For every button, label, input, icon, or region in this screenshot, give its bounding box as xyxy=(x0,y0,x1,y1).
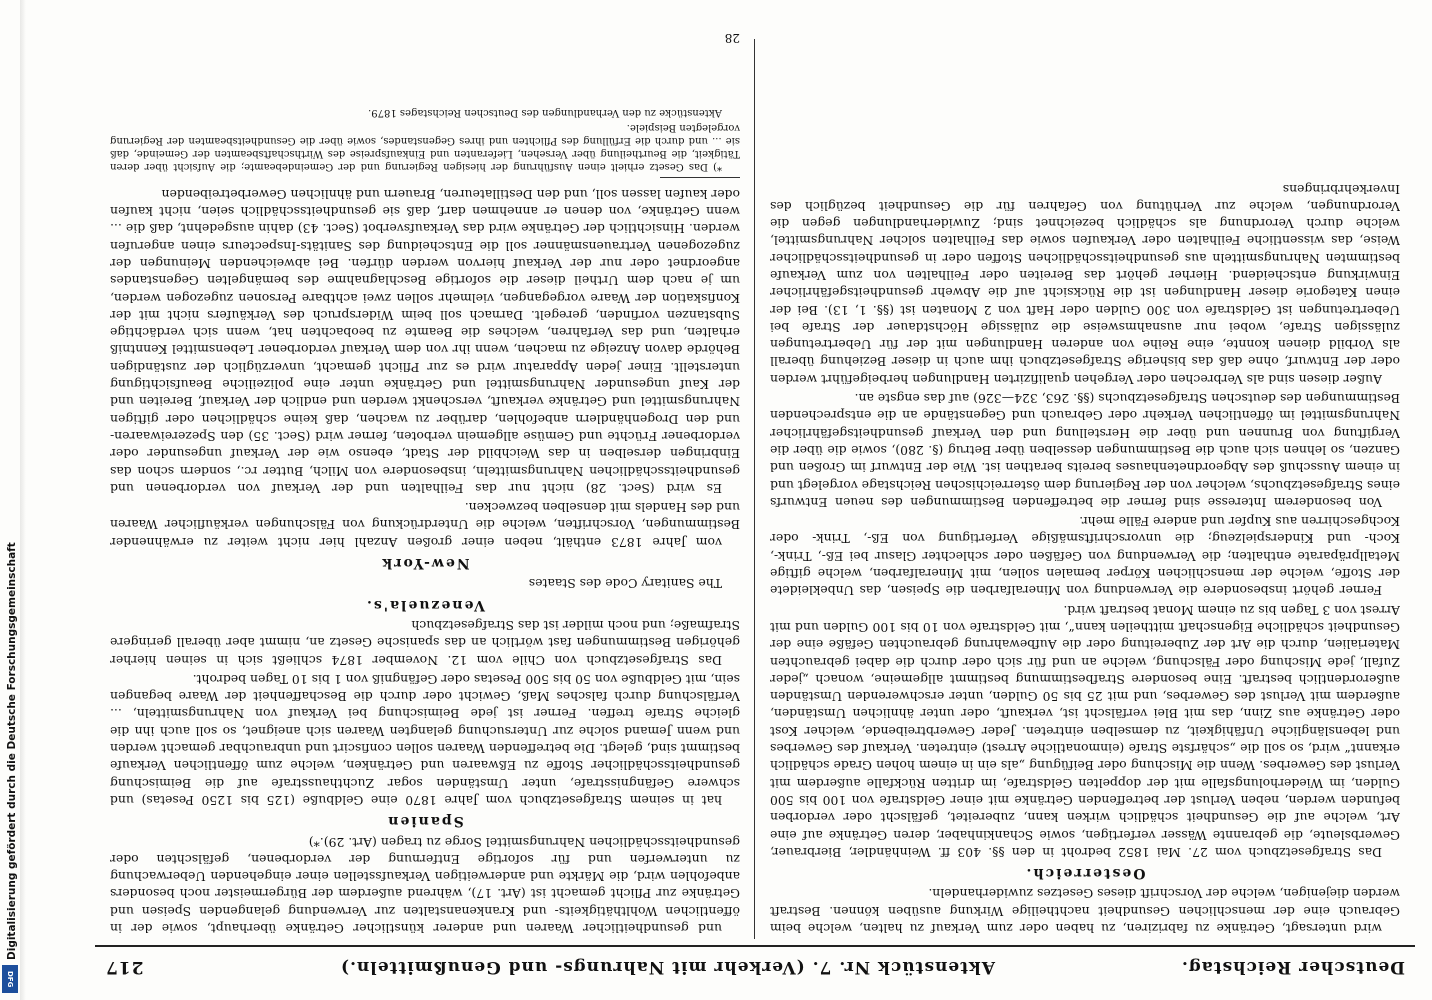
rotated-page-content xyxy=(95,20,1415,985)
paragraph: und gesundheitlicher Waaren und anderer künstlicher Getränke überhaupt, sowie der in öffentlichen Wohlthätigkeits- und Krankenanstalten zur Verwendung gelangenden Speisen und Getränke zur Pflicht gemacht ist (Art. 17), während außerdem der Bürgermeister noch besonders anbefohlen wird, die Märkte und anderweitigen Verkaufsstellen einer eingehenden Ueberwachung zu unterwerfen und für sofortige Entfernung der verdorbenen, gefälschten oder gesundheitsschädlichen Nahrungsmittel Sorge zu tragen (Art. 29).*) xyxy=(110,834,740,936)
paragraph: The Sanitary Code des Staates xyxy=(528,576,722,592)
running-header xyxy=(95,951,1415,981)
right-column xyxy=(110,37,740,937)
paragraph: hat in seinem Strafgesetzbuch vom Jahre 1870 eine Geldbuße (125 bis 1250 Pesetas) und schwere Gefängnisstrafe, unter Umständen sogar Zuchthausstrafe auf die Beimischung gesundheitsschädlicher Stoffe zu Eßwaaren und Getränken, welche zum öffentlichen Verkaufe bestimmt sind, gelegt. Die betreffenden Waaren sollen confiscirt und unbrauchbar gemacht werden und wenn Jemand solche zur Untersuchung gelangten Waaren sich aneignet, so soll auch ihn die gleiche Strafe treffen. Ferner ist jede Beimischung bei Verkauf von Nahrungsmitteln, ... Verfälschung durch falsches Maß, Gewicht oder durch die Beschaffenheit der Waare begangen sein, mit Geldbuße von 50 bis 500 Pesetas oder Gefängniß von 1 bis 10 Tagen bedroht. xyxy=(110,671,740,808)
dfg-logo: DFG xyxy=(2,965,18,993)
digitization-credit: Digitalisierung gefördert durch die Deutsche Forschungsgemeinschaft xyxy=(6,542,18,960)
section-heading: Venezuela's. xyxy=(364,596,486,613)
footnote-source: Aktenstücke zu den Verhandlungen des Deutschen Reichstages 1879. xyxy=(368,106,722,118)
footnote: *) Das Gesetz erhielt einen Ausführung der hiesigen Regierung und der Gemeindebeamte; die Aufsicht über deren Tätigkeit, die Beurtheilung über Versehen, Lieferanten und Einkaufspreise des Wirthschaftsbeamten der Gemeinde, daß sie ... und durch die Erfüllung des Pflichten und ihres Gegenstandes, sowie über die Gesundheitsbeamten der Regierung vorgelegten Beispiele. xyxy=(110,121,740,172)
header-section-title: Aktenstück Nr. 7. (Verkehr mit Nahrungs- und Genußmitteln.) xyxy=(339,957,995,977)
section-heading: Oesterreich. xyxy=(1024,865,1146,882)
paragraph: Ferner gehört insbesondere die Verwendung von Mineralfarben die Speisen, das Unbekleidete der Stoffe, welche der menschlichen Körper bemalen sollen, mit Mineralfarben, welche giftige Metallpräparate enthalten; die Verwendung von Gefäßen oder schlechter Glasur bei Eß-, Trink-, Koch- und Kinderspielzeug; die unvorschriftsmäßige Verfertigung von Eß-, Trink- oder Kochgeschirren aus Kupfer und andere Fälle mehr. xyxy=(770,514,1400,599)
footnote-rule xyxy=(660,177,740,178)
paragraph: vom Jahre 1873 enthält, neben einer großen Anzahl hier nicht weiter zu erwähnender Bestimmungen, Vorschriften, welche die Unterdrückung von Fälschungen verkäuflicher Waaren und des Handels mit denselben bezwecken. xyxy=(110,500,740,550)
header-publication: Deutscher Reichstag. xyxy=(1180,957,1405,977)
paragraph: Außer diesen sind als Verbrechen oder Vergehen qualifizirten Handlungen herbeigeführt werden oder der Entwurf, ohne daß das bisherige Strafgesetzbuch ihm auch in dieser Beziehung überall als Vorbild dienen konnte, eine Reihe von anderen Handlungen mit der für Uebertretungen zulässigen Strafe, wobei nur ausnahmsweise die zulässige Höchstdauer der Strafe bei Uebertretungen ist Geldstrafe von 300 Gulden oder Haft von 2 Monaten ist (§§. 1, 13). Bei der einen Kategorie dieser Handlungen ist die Rücksicht auf die Abwehr gesundheitsgefährlicher Einwirkung entscheidend. Hierher gehört das Bereiten oder Feilhalten von zum Verkaufe bestimmten Nahrungsmitteln aus gesundheitsschädlichen Stoffen oder in gesundheitsschädlicher Weise, das wissentliche Feilhalten oder Verkaufen sowie das Feilhalten solcher Nahrungsmittel, welche durch Verordnung als schädlich bezeichnet sind; Zuwiderhandlungen gegen die Verordnungen, welche zur Verhütung von Gefahren für die Gesundheit bezüglich des Inverkehrbringens xyxy=(770,181,1400,387)
section-heading: New-York xyxy=(380,555,470,572)
paragraph: Es wird (Sect. 28) nicht nur das Feilhalten und der Verkauf von verdorbenen und gesundheitsschädlichen Nahrungsmitteln, insbesondere von Milch, Butter rc., sondern schon das Einbringen derselben in das Weichbild der Stadt, ebenso wie der Verkauf ungesunder oder verdorbener Früchte und Gemüse allgemein verboten, ferner wird (Sect. 35) den Spezereiwaaren- und den Drogenhändlern anbefohlen, darüber zu wachen, daß keine schädlichen oder giftigen Nahrungsmittel und Getränke verkauft, verschenkt werden und endlich der Verkauf, Bereiten und der Kauf ungesunder Nahrungsmittel und Getränke unter eine polizeiliche Beaufsichtigung unterstellt. Einer jeden Apparatur wird es zur Pflicht gemacht, unverzüglich der zuständigen Behörde davon Anzeige zu machen, wenn ihr von dem Verkauf verdorbener Lebensmittel Kenntniß erhalten, und das Verfahren, welches die Beamte zu beobachten hat, wenn sich verdächtige Substanzen vorfinden, geregelt. Darnach soll beim Widerspruch des Verkäufers nicht mit der Konfiskation der Waare vorgegangen, vielmehr sollen zwei achtbare Personen zugezogen werden, um je nach dem Urtheil dieser die sofortige Beschlagnahme des bemängelten Gegenstandes angeordnet oder nur der Verkauf hiervon werden dürfen. Bei abweichenden Meinungen der zugezogenen Vertrauensmänner soll die Entscheidung des Sanitäts-Inspecteurs einen angerufen werden. Hinsichtlich der Getränke wird das Verkaufsverbot (Sect. 43) dahin ausgedehnt, daß die ... wenn Getränke, von denen er annehmen darf, daß sie gesundheitsschädlich seien, nicht kaufen oder kaufen lassen soll, und den Destillateuren, Brauern und ähnlichen Gewerbetreibenden xyxy=(110,186,740,496)
paragraph: Von besonderem Interesse sind ferner die betreffenden Bestimmungen des neuen Entwurfs eines Strafgesetzbuchs, welcher von der Regierung dem österreichischen Reichstage vorgelegt und in einem Ausschuß des Abgeordnetenhauses bereits berathen ist. Wie der Entwurf im Großen und Ganzen, so lehnen sich auch die Bestimmungen desselben über Betrug (§. 280), sowie die über die Vergiftung von Brunnen und über die Herstellung und den Verkauf gesundheitsgefährlicher Nahrungsmittel im öffentlichen Verkehr oder Gebrauch und Gegenstände an die entsprechenden Bestimmungen des deutschen Strafgesetzbuchs (§§. 263, 324—326) auf das engste an. xyxy=(770,391,1400,510)
paragraph: wird untersagt, Getränke zu fabriziren, zu haben oder zum Verkauf zu halten, welche beim Gebrauch eine der menschlichen Gesundheit nachtheilige Wirkung ausüben können. Bestraft werden diejenigen, welche der Vorschrift dieses Gesetzes zuwiderhandeln. xyxy=(770,886,1400,936)
bottom-page-number: 28 xyxy=(724,31,740,45)
page-spine-shadow xyxy=(20,0,26,1000)
header-page-number: 217 xyxy=(105,957,144,977)
section-heading: Spanien xyxy=(386,813,464,830)
column-divider xyxy=(754,39,755,939)
header-rule xyxy=(95,945,1415,947)
paragraph: Das Strafgesetzbuch von Chile vom 12. November 1874 schließt sich in seinen hierher gehörigen Bestimmungen fast wörtlich an das spanische Gesetz an, nimmt aber überall geringere Strafmaße; und noch milder ist das Strafgesetzbuch xyxy=(110,617,740,668)
paragraph: Das Strafgesetzbuch vom 27. Mai 1852 bedroht in den §§. 403 ff. Weinhändler, Bierbrauer, Gewerbsleute, die gebrannte Wässer verfertigen, sowie Schankinhaber, deren Getränke auf eine Art, welche auf die Gesundheit schädlich wirken kann, zubereitet, gefälscht oder verdorben befunden werden, neben Verlust der betreffenden Getränke mit einer Geldstrafe von 100 bis 500 Gulden, im Wiederholungsfalle mit der doppelten Geldstrafe, im dritten Rückfalle außerdem mit Verlust des Gewerbes. Wenn die Mischung oder Beifügung „als ein in einem hohen Grade schädlich erkannt“ wird, so soll die „schärfste Strafe (einmonatliche Arrest) eintreten. Verkauf des Gewerbes und lebenslängliche Unfähigkeit, zu demselben eintreten. Jeder Gewerbtreibende, welcher Kost oder Getränke aus Zinn, das mit Blei verfälscht ist, verkauft, oder unter ähnlichen Umständen, außerdem mit Verlust des Gewerbes, und mit 25 bis 50 Gulden, unter erschwerenden Umständen außerordentlich bestraft. Eine besondere Strafbestimmung bestimmt allgemeine, wonach „jeder Zufall, jede Mischung oder Fälschung, welche an und für sich oder durch die dabei gebrauchten Materialien, durch die Art der Zubereitung oder die Aufbewahrung gebrauchten Gefäße eine der Gesundheit schädliche Eigenschaft mittheilen kann“, mit Geldstrafe von 10 bis 100 Gulden und mit Arrest von 3 Tagen bis zu einem Monat bestraft wird. xyxy=(770,602,1400,860)
left-column xyxy=(770,37,1400,937)
